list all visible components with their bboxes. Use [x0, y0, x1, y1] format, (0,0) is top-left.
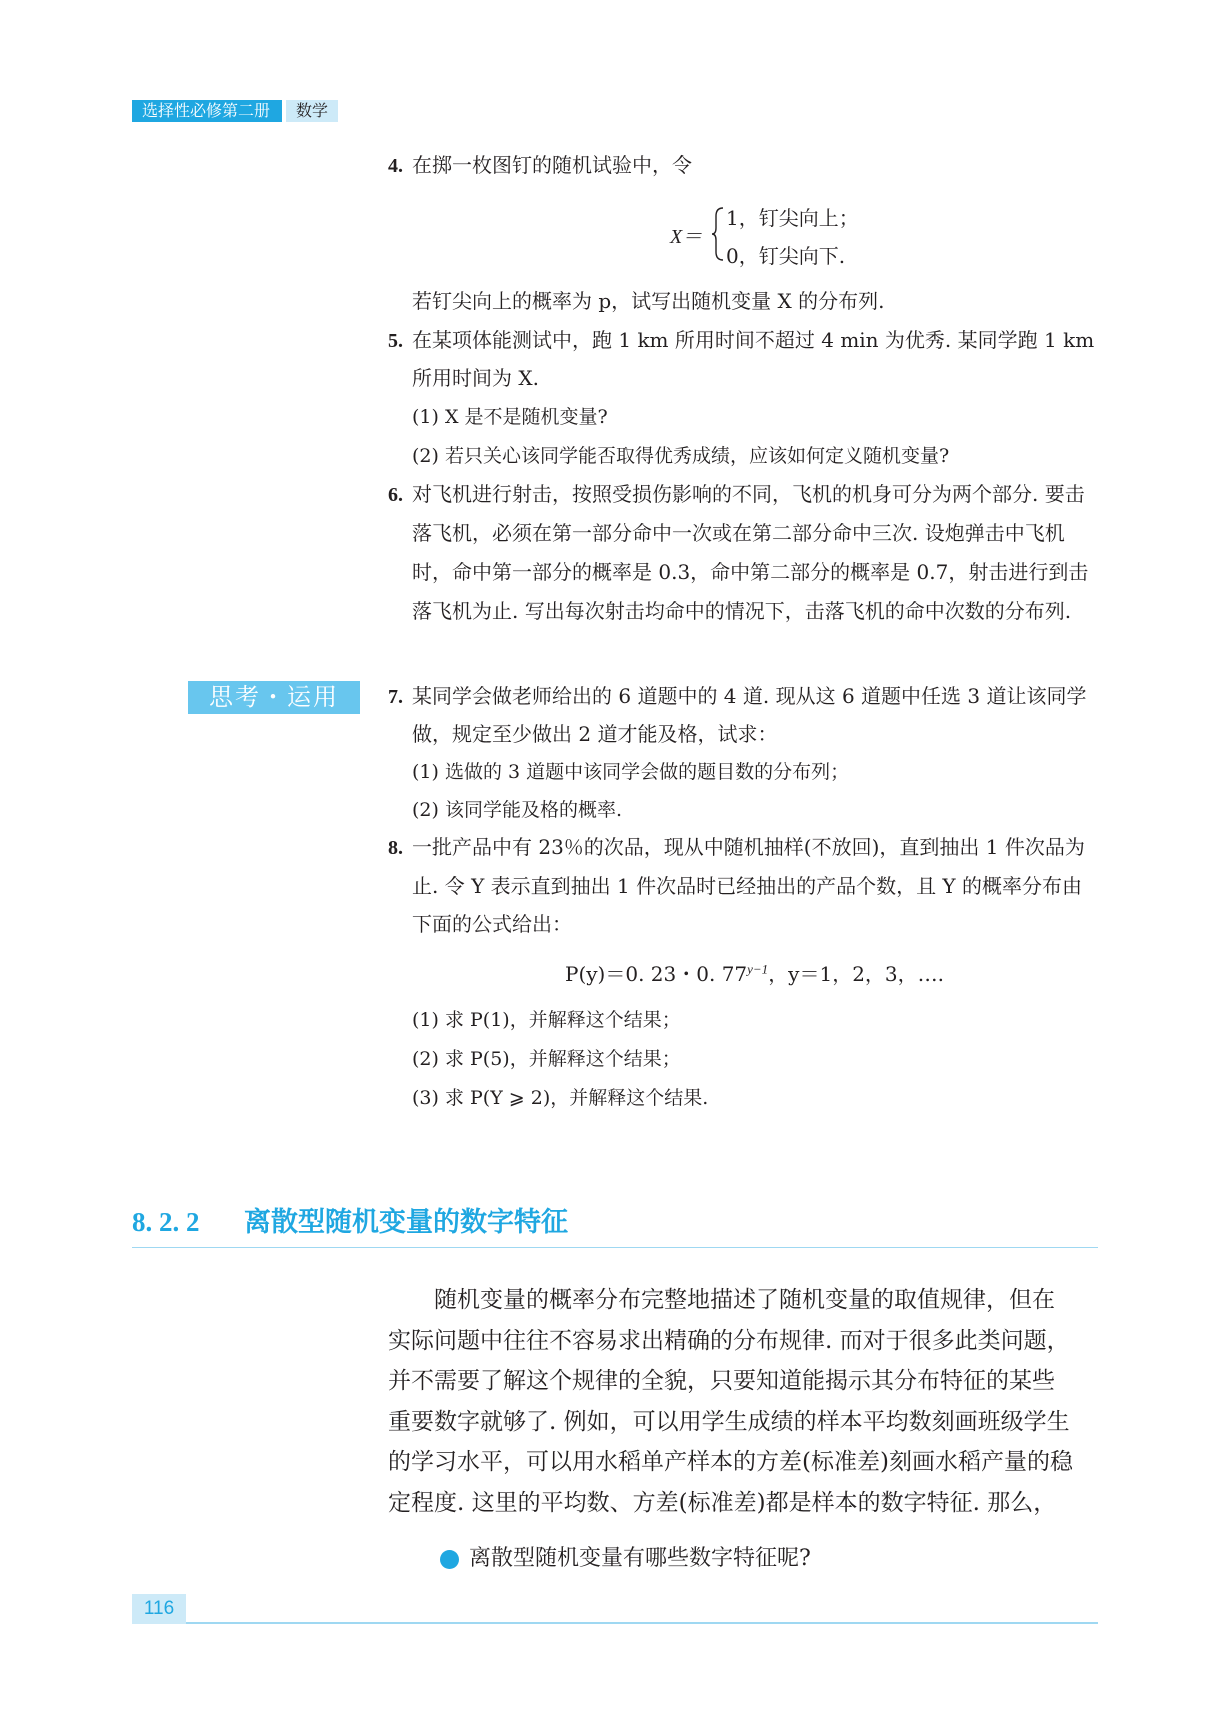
paragraph-line: 随机变量的概率分布完整地描述了随机变量的取值规律，但在 [388, 1287, 1055, 1313]
piecewise-lhs: X＝ [670, 226, 703, 248]
exercise-text: 一批产品中有 23％的次品，现从中随机抽样(不放回)，直到抽出 1 件次品为 [412, 835, 1085, 859]
paragraph-line: 并不需要了解这个规律的全貌，只要知道能揭示其分布特征的某些 [388, 1368, 1055, 1394]
exercise-8-line-3: 下面的公式给出： [412, 912, 572, 936]
exercise-5 [388, 326, 1094, 355]
exercise-7-q1: (1) 选做的 3 道题中该同学会做的题目数的分布列； [412, 761, 850, 783]
exercise-text: 在掷一枚图钉的随机试验中，令 [412, 153, 692, 177]
bullet-dot-icon [440, 1550, 459, 1569]
guiding-question [440, 1544, 811, 1574]
exercise-6-line-2: 落飞机，必须在第一部分命中一次或在第二部分命中三次. 设炮弹击中飞机 [412, 521, 1065, 545]
exercise-8-line-2: 止. 令 Y 表示直到抽出 1 件次品时已经抽出的产品个数，且 Y 的概率分布由 [412, 874, 1082, 898]
book-title: 选择性必修第二册 [132, 100, 282, 122]
exercise-4 [388, 151, 692, 180]
exercise-text: 在某项体能测试中，跑 1 km 所用时间不超过 4 min 为优秀. 某同学跑 1 km [412, 328, 1095, 352]
paragraph-line: 的学习水平，可以用水稻单产样本的方差(标准差)刻画水稻产量的稳 [388, 1449, 1073, 1475]
exercise-number: 5. [388, 330, 403, 352]
section-number: 8. 2. 2 [132, 1207, 200, 1237]
page-number: 116 [132, 1594, 186, 1624]
section-divider [132, 1247, 1098, 1248]
probability-formula [565, 958, 944, 987]
exercise-number: 7. [388, 686, 403, 708]
section-title: 离散型随机变量的数字特征 [244, 1207, 568, 1238]
paragraph-line: 实际问题中往往不容易求出精确的分布规律. 而对于很多此类问题， [388, 1327, 1070, 1354]
exercise-8-q2: (2) 求 P(5)，并解释这个结果； [412, 1048, 681, 1070]
body-paragraph [388, 1280, 1100, 1523]
running-header [132, 100, 338, 122]
exercise-4-followup: 若钉尖向上的概率为 p，试写出随机变量 X 的分布列. [412, 289, 885, 313]
exercise-5-q2: (2) 若只关心该同学能否取得优秀成绩，应该如何定义随机变量? [412, 445, 950, 467]
exercise-7-line-2: 做，规定至少做出 2 道才能及格，试求： [412, 722, 778, 746]
exercise-8-q1: (1) 求 P(1)，并解释这个结果； [412, 1009, 681, 1031]
exercise-6-line-4: 落飞机为止. 写出每次射击均命中的情况下，击落飞机的命中次数的分布列. [412, 599, 1072, 623]
exercise-5-q1: (1) X 是不是随机变量? [412, 406, 608, 428]
left-brace-icon [711, 206, 725, 262]
piecewise-case-2: 0，钉尖向下. [726, 244, 846, 268]
paragraph-line: 重要数字就够了. 例如，可以用学生成绩的样本平均数刻画班级学生 [388, 1408, 1070, 1435]
exercise-text: 对飞机进行射击，按照受损伤影响的不同，飞机的机身可分为两个部分. 要击 [412, 482, 1085, 506]
exercise-number: 6. [388, 484, 403, 506]
subject-label: 数学 [286, 100, 338, 122]
exercise-8 [388, 833, 1085, 862]
exercise-text: 某同学会做老师给出的 6 道题中的 4 道. 现从这 6 道题中任选 3 道让该同学 [412, 684, 1087, 708]
exercise-number: 4. [388, 155, 403, 177]
exercise-6-line-3: 时，命中第一部分的概率是 0.3，命中第二部分的概率是 0.7，射击进行到击 [412, 560, 1089, 584]
piecewise-case-1: 1，钉尖向上； [726, 206, 859, 230]
exercise-number: 8. [388, 837, 403, 859]
formula-main: P(y)＝0. 23・0. 77 [565, 962, 748, 986]
exercise-7-q2: (2) 该同学能及格的概率. [412, 799, 622, 821]
exercise-8-q3: (3) 求 P(Y ⩾ 2)，并解释这个结果. [412, 1087, 709, 1109]
exercise-6 [388, 480, 1085, 509]
exercise-5-line-2: 所用时间为 X. [412, 366, 539, 390]
exercise-7 [388, 682, 1086, 711]
formula-exponent: y−1 [747, 961, 769, 977]
paragraph-line: 定程度. 这里的平均数、方差(标准差)都是样本的数字特征. 那么， [388, 1489, 1057, 1516]
think-apply-tag: 思考・运用 [188, 681, 360, 714]
question-text: 离散型随机变量有哪些数字特征呢? [469, 1546, 811, 1571]
section-heading [132, 1200, 568, 1239]
formula-tail: ，y＝1，2，3，…. [768, 962, 945, 986]
footer-line [186, 1622, 1098, 1624]
